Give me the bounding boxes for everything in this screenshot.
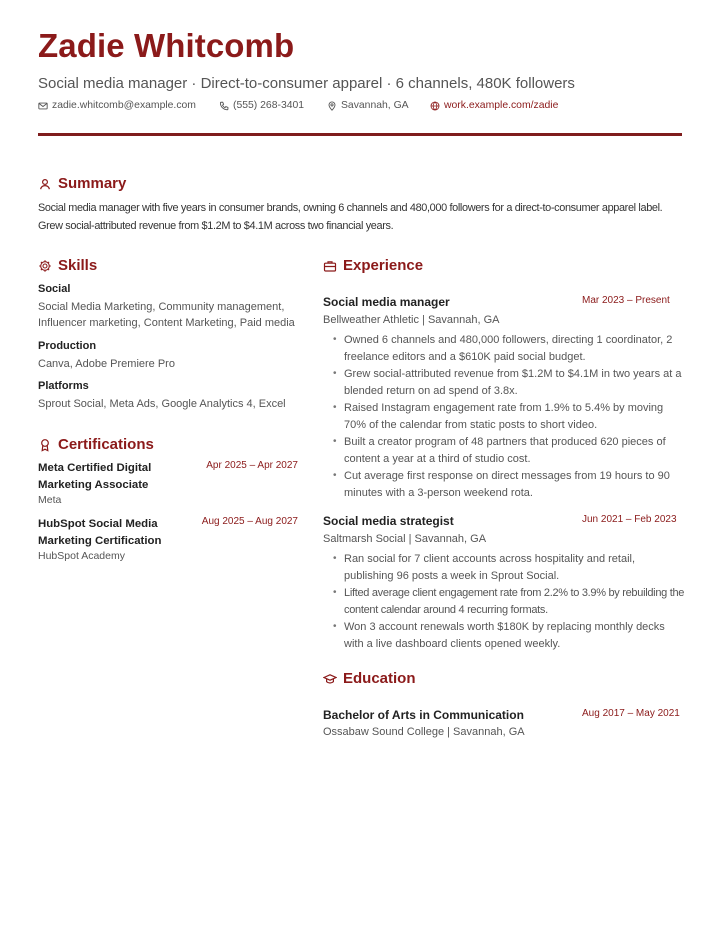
- certification-dates: Aug 2025 – Aug 2027: [201, 516, 298, 527]
- job-title: Social media strategist: [323, 514, 454, 528]
- job-bullet: • Won 3 account renewals worth $180K by replacing monthly decks with a live dashboard clients opened weekly.: [323, 619, 685, 653]
- phone-icon: [219, 101, 229, 111]
- experience-heading: [323, 257, 423, 274]
- job-bullets: [323, 551, 685, 653]
- skill-group-heading: Platforms: [38, 380, 89, 392]
- skill-group-heading: Social: [38, 283, 71, 295]
- education-item: [323, 708, 685, 748]
- certification-issuer: HubSpot Academy: [38, 550, 125, 562]
- header-divider: [38, 133, 682, 136]
- mail-icon: [38, 101, 48, 111]
- skill-group-items: Canva, Adobe Premiere Pro: [38, 358, 175, 370]
- job-bullet: • Owned 6 channels and 480,000 followers, directing 1 coordinator, 2 freelance editors and a $610K paid social budget.: [323, 332, 685, 366]
- skills-heading: [38, 257, 97, 274]
- certification-item: [38, 516, 298, 566]
- contact-email[interactable]: [38, 100, 196, 111]
- contact-phone[interactable]: [219, 100, 304, 111]
- job-bullet: • Lifted average client engagement rate from 2.2% to 3.9% by rebuilding the content calendar around 4 recurring formats.: [323, 585, 685, 619]
- job-bullet: • Grew social-attributed revenue from $1.2M to $4.1M in two years at a blended return on ad spend of 3.8x.: [323, 366, 685, 400]
- experience-title: Experience: [343, 257, 424, 274]
- certification-name: Meta Certified Digital Marketing Associate: [38, 462, 152, 491]
- job-bullets: [323, 332, 685, 502]
- certification-name: HubSpot Social Media Marketing Certification: [38, 518, 162, 547]
- skill-group-heading: Production: [38, 340, 97, 352]
- map-pin-icon: [327, 101, 337, 111]
- headline: Social media manager · Direct-to-consumer apparel · 6 channels, 480K followers: [38, 75, 575, 92]
- contact-website[interactable]: [430, 100, 558, 111]
- experience-item: [323, 514, 685, 659]
- certification-issuer: Meta: [38, 494, 62, 506]
- certifications-title: Certifications: [58, 436, 154, 453]
- degree: Bachelor of Arts in Communication: [323, 708, 524, 722]
- certification-item: [38, 460, 298, 510]
- skill-group-items: Sprout Social, Meta Ads, Google Analytics 4, Excel: [38, 398, 286, 410]
- summary-text: Social media manager with five years in consumer brands, owning 6 channels and 480,000 followers for a direct-to-consumer apparel label. Grew social-attributed revenue from $1.2M to $4.1M across two financial years.: [38, 202, 663, 232]
- job-title: Social media manager: [323, 295, 450, 309]
- contact-phone-text: (555) 268-3401: [233, 100, 305, 111]
- contact-email-text: zadie.whitcomb@example.com: [52, 100, 196, 111]
- candidate-name: Zadie Whitcomb: [38, 27, 295, 64]
- graduation-cap-icon: [323, 672, 337, 686]
- school: Ossabaw Sound College | Savannah, GA: [323, 726, 525, 738]
- briefcase-icon: [323, 259, 337, 273]
- education-title: Education: [343, 670, 416, 687]
- user-icon: [38, 177, 52, 191]
- contact-location-text: Savannah, GA: [341, 100, 409, 111]
- skill-group-items: Social Media Marketing, Community management, Influencer marketing, Content Marketing, Paid media: [38, 301, 295, 329]
- experience-item: [323, 295, 685, 505]
- skill-group: [38, 380, 308, 412]
- job-dates: Jun 2021 – Feb 2023: [582, 514, 677, 525]
- summary-title: Summary: [58, 175, 127, 192]
- job-bullet: • Raised Instagram engagement rate from 1.9% to 5.4% by moving 70% of the calendar from static posts to short video.: [323, 400, 685, 434]
- job-employer: Saltmarsh Social | Savannah, GA: [323, 533, 487, 545]
- globe-icon: [430, 101, 440, 111]
- summary-heading: [38, 175, 126, 192]
- education-heading: [323, 670, 416, 687]
- job-bullet: • Cut average first response on direct messages from 19 hours to 90 minutes with a 3-person weekend rota.: [323, 468, 685, 502]
- skills-title: Skills: [58, 257, 98, 274]
- contact-website-text: work.example.com/zadie: [444, 100, 559, 111]
- skill-group: [38, 283, 308, 331]
- job-employer: Bellweather Athletic | Savannah, GA: [323, 314, 500, 326]
- contact-location: [327, 100, 409, 111]
- job-bullet: • Built a creator program of 48 partners that produced 620 pieces of content a year at a third of studio cost.: [323, 434, 685, 468]
- job-dates: Mar 2023 – Present: [582, 295, 670, 306]
- education-dates: Aug 2017 – May 2021: [582, 708, 680, 719]
- certifications-heading: [38, 436, 154, 453]
- job-bullet: • Ran social for 7 client accounts across hospitality and retail, publishing 96 posts a week in Sprout Social.: [323, 551, 685, 585]
- award-icon: [38, 438, 52, 452]
- skill-group: [38, 340, 308, 372]
- certification-dates: Apr 2025 – Apr 2027: [206, 460, 298, 471]
- gear-icon: [38, 259, 52, 273]
